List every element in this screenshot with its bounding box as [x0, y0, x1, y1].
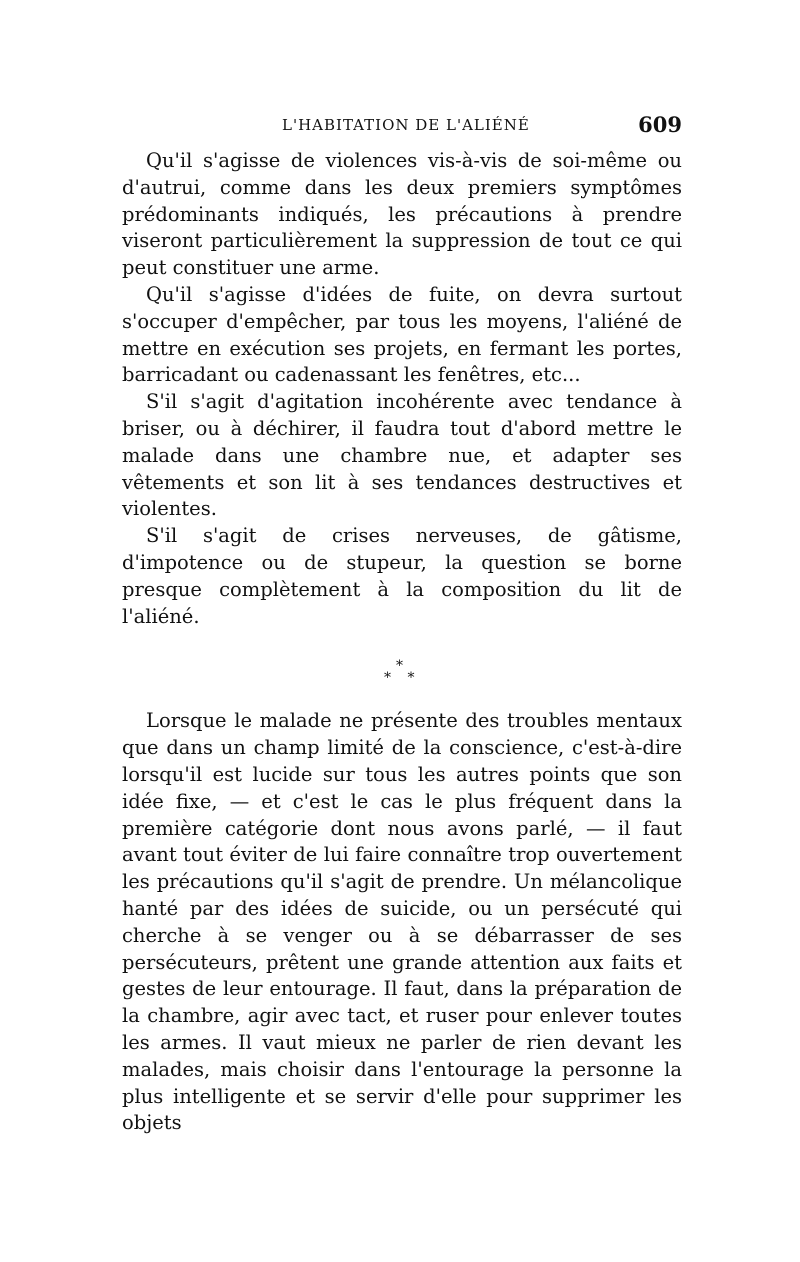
- asterism-top: *: [396, 658, 403, 675]
- section-separator: [122, 658, 682, 708]
- paragraph: S'il s'agit de crises nerveuses, de gâtisme, d'impotence ou de stupeur, la question se borne presque complètement à la composition du lit de l'aliéné.: [122, 524, 682, 628]
- paragraph: S'il s'agit d'agitation incohérente avec tendance à briser, ou à déchirer, il faudra tout d'abord mettre le malade dans une chambre nue, et adapter ses vêtements et son lit à ses tendances destructives et violentes.: [122, 390, 682, 521]
- paragraph: Qu'il s'agisse de violences vis-à-vis de soi-même ou d'autrui, comme dans les deux premiers symptômes prédominants indiqués, les précautions à prendre viseront particulièrement la suppression de tout ce qui peut constituer une arme.: [122, 149, 682, 280]
- page-number: 609: [638, 112, 682, 137]
- paragraph: Lorsque le malade ne présente des troubles mentaux que dans un champ limité de la conscience, c'est-à-dire lorsqu'il est lucide sur tous les autres points que son idée fixe, — et c'est le cas le plus fréquent dans la première catégorie dont nous avons parlé, — il faut avant tout éviter de lui faire connaître trop ouvertement les précautions qu'il s'agit de prendre. Un mélancolique hanté par des idées de suicide, ou un persécuté qui cherche à se venger ou à se débarrasser de ses persécuteurs, prêtent une grande attention aux faits et gestes de leur entourage. Il faut, dans la préparation de la chambre, agir avec tact, et ruser pour enlever toutes les armes. Il vaut mieux ne parler de rien devant les malades, mais choisir dans l'entourage la personne la plus intelligente et se servir d'elle pour supprimer les objets: [122, 709, 682, 1135]
- running-title: L'HABITATION DE L'ALIÉNÉ: [282, 116, 530, 134]
- running-head: [122, 112, 682, 148]
- asterism-bottom: * *: [384, 670, 421, 687]
- body-text-continued: [122, 708, 682, 1137]
- body-text: [122, 148, 682, 630]
- paragraph: Qu'il s'agisse d'idées de fuite, on devra surtout s'occuper d'empêcher, par tous les moyens, l'aliéné de mettre en exécution ses projets, en fermant les portes, barricadant ou cadenassant les fenêtres, etc...: [122, 282, 682, 387]
- book-page: [122, 112, 682, 1137]
